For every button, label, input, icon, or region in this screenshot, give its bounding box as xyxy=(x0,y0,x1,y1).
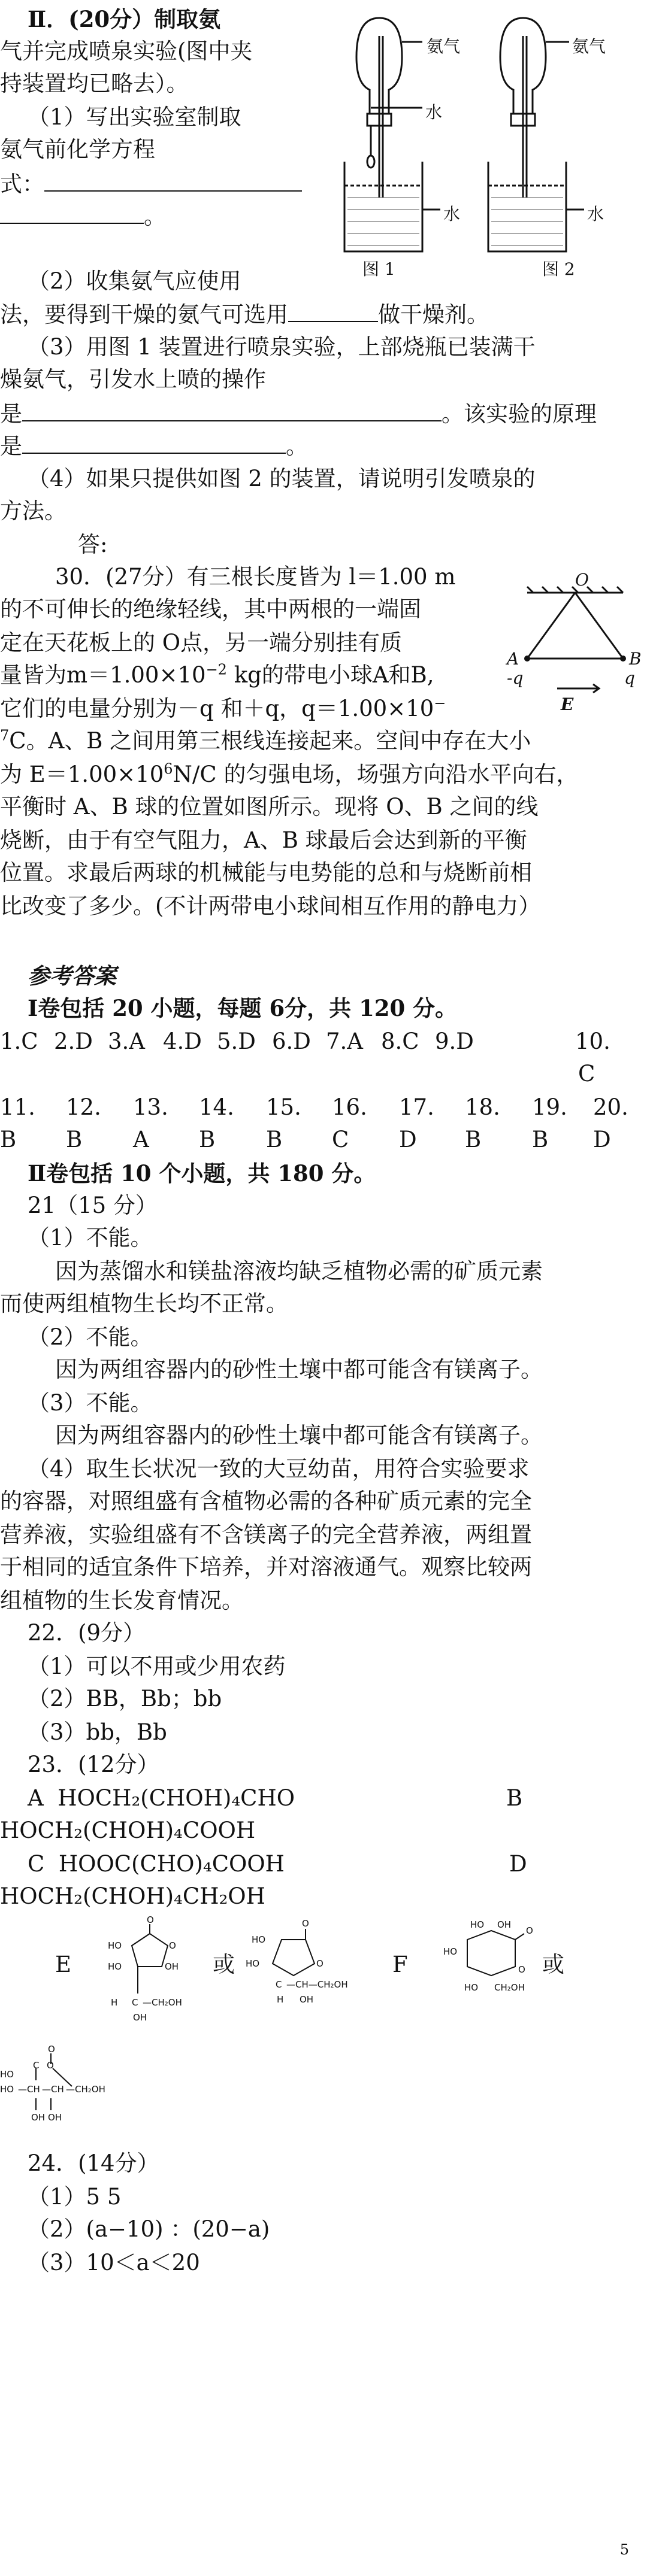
svg-text:OH: OH xyxy=(48,2112,62,2123)
part2-question-line3: 持装置均已略去）。 xyxy=(0,71,189,96)
svg-text:HO: HO xyxy=(464,1982,479,1993)
answer-item: 1.C xyxy=(0,1028,38,1054)
svg-text:C: C xyxy=(276,1979,282,1990)
answer-23-E-label: E xyxy=(55,1952,72,1977)
part2-question-line7: 。 xyxy=(0,202,166,230)
answer-23-F-structure-2 xyxy=(0,2041,132,2137)
svg-text:H: H xyxy=(277,1994,284,2005)
q30-line6: $^7$C。A、B 之间用第三根线连接起来。空间中存在大小 xyxy=(0,727,531,754)
answer-item: 6.D xyxy=(272,1028,311,1054)
q30-line10: 位置。求最后两球的机械能与电势能的总和与烧断前相 xyxy=(0,860,532,885)
svg-text:O: O xyxy=(48,2044,55,2055)
svg-text:O: O xyxy=(518,1964,525,1975)
fig1-label-water-flask: 水 xyxy=(425,102,443,122)
answer-item: 4.D xyxy=(163,1028,202,1054)
part2-question-line11: 燥氨气，引发水上喷的操作 xyxy=(0,366,266,392)
answer-blank xyxy=(44,170,302,192)
answer-item: C xyxy=(332,1127,349,1152)
part2-question-line14: （4）如果只提供如图 2 的装置，请说明引发喷泉的 xyxy=(28,466,536,491)
q30-line8: 平衡时 A、B 球的位置如图所示。现将 O、B 之间的线 xyxy=(0,794,539,820)
svg-text:OH: OH xyxy=(165,1961,179,1972)
answer-item: 3.A xyxy=(108,1028,146,1054)
answer-number: 18. xyxy=(465,1094,500,1120)
answers-part2-title: Ⅱ卷包括 10 个小题，共 180 分。 xyxy=(28,1160,376,1187)
fig1-label-ammonia: 氨气 xyxy=(427,37,461,56)
svg-text:HO: HO xyxy=(470,1919,485,1930)
answer-22-1: （1）可以不用或少用农药 xyxy=(28,1653,286,1679)
answer-21-2: （2）不能。 xyxy=(28,1324,153,1350)
part2-question-line13: 是 。 xyxy=(0,433,308,459)
fig2-label-ammonia: 氨气 xyxy=(572,37,606,56)
answer-item: D xyxy=(593,1127,611,1152)
svg-text:O: O xyxy=(47,2060,54,2071)
q30-line2: 的不可伸长的绝缘轻线，其中两根的一端固 xyxy=(0,596,421,622)
answer-item: B xyxy=(66,1127,83,1152)
svg-text:O: O xyxy=(316,1958,324,1969)
part2-question-line6: 式： xyxy=(0,170,302,198)
answer-item: B xyxy=(465,1127,482,1152)
fig2-caption: 图 2 xyxy=(542,259,575,279)
fig1-label-water-beaker: 水 xyxy=(443,204,461,224)
svg-text:HO: HO xyxy=(108,1961,122,1972)
answer-23-title: 23．(12分） xyxy=(28,1752,159,1777)
q30-triangle-figure xyxy=(503,575,647,724)
part2-question-line10: （3）用图 1 装置进行喷泉实验，上部烧瓶已装满干 xyxy=(28,334,536,360)
answer-blank xyxy=(0,202,144,224)
answer-24-1: （1）5 5 xyxy=(28,2184,122,2210)
answers-heading: 参考答案 xyxy=(28,963,116,989)
part2-answer-prompt: 答: xyxy=(78,532,108,557)
svg-text:—CH—CH₂OH: —CH—CH₂OH xyxy=(286,1979,348,1990)
answer-10-value: C xyxy=(578,1061,595,1087)
answer-23-C: C HOOC(CHO)₄COOH xyxy=(28,1851,285,1877)
svg-text:HO: HO xyxy=(108,1940,122,1951)
answer-24-title: 24．(14分） xyxy=(28,2150,159,2176)
answer-23-F-label: F xyxy=(392,1952,408,1977)
answer-22-2: （2）BB，Bb；bb xyxy=(28,1686,222,1712)
answer-item: 8.C xyxy=(381,1028,419,1054)
svg-text:OH: OH xyxy=(133,2012,147,2023)
part2-question-line5: 氨气前化学方程 xyxy=(0,136,155,162)
answer-24-3: （3）10＜a＜20 xyxy=(28,2250,200,2275)
q30-label-neg-q: -q xyxy=(507,668,524,688)
answer-number: 16. xyxy=(332,1094,367,1120)
answer-22-title: 22．(9分） xyxy=(28,1620,146,1646)
answer-23-or-1: 或 xyxy=(213,1952,235,1977)
svg-text:O: O xyxy=(302,1918,309,1929)
answer-number: 15. xyxy=(266,1094,301,1120)
answer-21-2-reason: 因为两组容器内的砂性土壤中都可能含有镁离子。 xyxy=(55,1357,543,1382)
answer-21-4-line1: （4）取生长状况一致的大豆幼苗，用符合实验要求 xyxy=(28,1456,530,1482)
svg-text:O: O xyxy=(169,1940,176,1951)
answer-23-B: HOCH₂(CHOH)₄COOH xyxy=(0,1818,256,1843)
answer-23-E-structure-1 xyxy=(96,1916,216,2029)
svg-text:HO: HO xyxy=(0,2084,14,2095)
svg-text:CH₂OH: CH₂OH xyxy=(494,1982,525,1993)
answer-24-2: （2）(a−10) ：(20−a) xyxy=(28,2216,270,2242)
answer-21-1-reason-b: 而使两组植物生长均不正常。 xyxy=(0,1291,288,1316)
q30-line3: 定在天花板上的 O点，另一端分别挂有质 xyxy=(0,630,403,656)
answers-part1-title: Ⅰ卷包括 20 小题，每题 6分，共 120 分。 xyxy=(28,995,458,1021)
svg-text:—CH: —CH xyxy=(42,2084,64,2095)
answer-21-4-line5: 组植物的生长发育情况。 xyxy=(0,1588,244,1613)
answer-item: D xyxy=(399,1127,417,1152)
svg-text:O: O xyxy=(526,1925,533,1936)
answer-item: B xyxy=(266,1127,283,1152)
q30-line7: 为 $E=1.00\times 10^6N/C$ 的匀强电场，场强方向沿水平向右， xyxy=(0,760,579,787)
answer-number: 13. xyxy=(133,1094,168,1120)
part2-question-line12: 是 。该实验的原理 xyxy=(0,401,597,427)
svg-text:HO: HO xyxy=(443,1946,458,1957)
answer-23-D: HOCH₂(CHOH)₄CH₂OH xyxy=(0,1883,265,1909)
answer-item: 2.D xyxy=(54,1028,93,1054)
q30-label-E: E xyxy=(561,694,574,714)
answer-23-D-label: D xyxy=(509,1851,527,1877)
answer-number: 17. xyxy=(399,1094,434,1120)
q30-line5: 它们的电量分别为－q 和＋q，q＝1.00×10− xyxy=(0,694,446,721)
answer-23-F-structure-1 xyxy=(431,1916,545,2011)
answer-number: 14. xyxy=(199,1094,234,1120)
answer-21-4-line2: 的容器，对照组盛有含植物必需的各种矿质元素的完全 xyxy=(0,1488,532,1514)
part2-question-line15: 方法。 xyxy=(0,498,66,524)
part2-question-line9: 法，要得到干燥的氨气可选用 做干燥剂。 xyxy=(0,302,489,327)
answer-23-B-label: B xyxy=(506,1785,523,1811)
part2-question-line4: （1）写出实验室制取 xyxy=(28,104,241,130)
answer-21-1-reason-a: 因为蒸馏水和镁盐溶液均缺乏植物必需的矿质元素 xyxy=(55,1258,543,1284)
fig1-caption: 图 1 xyxy=(362,259,395,279)
answer-blank xyxy=(22,432,286,454)
svg-text:—CH: —CH xyxy=(18,2084,40,2095)
q30-line4: 量皆为$m=1.00\times 10^{-2}$ kg的带电小球A和B, xyxy=(0,661,434,688)
answer-21-4-line4: 于相同的适宜条件下培养，并对溶液通气。观察比较两 xyxy=(0,1554,532,1580)
answer-23-E-structure-2 xyxy=(240,1916,371,2029)
answer-21-4-line3: 营养液，实验组盛有不含镁离子的完全营养液，两组置 xyxy=(0,1522,532,1548)
q30-line1: 30．(27分）有三根长度皆为 l＝1.00 m xyxy=(55,564,456,590)
answer-22-3: （3）bb，Bb xyxy=(28,1719,167,1745)
svg-text:HO: HO xyxy=(246,1958,260,1969)
answer-item: 9.D xyxy=(435,1028,474,1054)
q30-line11: 比改变了多少。(不计两带电小球间相互作用的静电力） xyxy=(0,893,541,919)
q30-label-A: A xyxy=(507,649,519,669)
q30-line9: 烧断，由于有空气阻力，A、B 球最后会达到新的平衡 xyxy=(0,827,527,853)
answer-23-or-2: 或 xyxy=(542,1952,564,1977)
answer-blank xyxy=(288,301,378,322)
svg-text:C: C xyxy=(33,2060,40,2071)
answer-number: 19. xyxy=(532,1094,567,1120)
answer-21-3: （3）不能。 xyxy=(28,1390,153,1416)
q30-label-B: B xyxy=(629,649,642,669)
part2-question-line2: 气并完成喷泉实验(图中夹 xyxy=(0,38,253,64)
answer-item: A xyxy=(133,1127,149,1152)
answer-number: 12. xyxy=(66,1094,101,1120)
answer-item: B xyxy=(532,1127,549,1152)
part2-question-line8: （2）收集氨气应使用 xyxy=(28,268,241,294)
svg-text:O: O xyxy=(147,1916,154,1925)
svg-text:OH: OH xyxy=(497,1919,512,1930)
q30-label-q: q xyxy=(624,668,635,688)
answer-item: 5.D xyxy=(217,1028,256,1054)
answer-number: 20. xyxy=(593,1094,628,1120)
answer-21-3-reason: 因为两组容器内的砂性土壤中都可能含有镁离子。 xyxy=(55,1422,543,1448)
fig2-label-water-beaker: 水 xyxy=(587,204,604,224)
answer-number: 11. xyxy=(0,1094,35,1120)
answer-item: B xyxy=(0,1127,17,1152)
part2-question-line1: Ⅱ．(20分）制取氨 xyxy=(28,6,221,32)
q30-label-O: O xyxy=(575,570,589,590)
svg-text:HO: HO xyxy=(0,2069,14,2080)
answer-blank xyxy=(22,400,442,421)
answer-23-A: A HOCH₂(CHOH)₄CHO xyxy=(28,1785,295,1811)
svg-text:—CH₂OH: —CH₂OH xyxy=(143,1997,182,2008)
answer-item: B xyxy=(199,1127,216,1152)
svg-text:OH: OH xyxy=(300,1994,314,2005)
svg-text:HO: HO xyxy=(252,1934,266,1945)
answer-item: 7.A xyxy=(326,1028,364,1054)
answer-item: 10. xyxy=(575,1028,610,1054)
svg-text:—CH₂OH: —CH₂OH xyxy=(66,2084,105,2095)
page-number: 5 xyxy=(619,2541,629,2558)
svg-text:OH: OH xyxy=(31,2112,46,2123)
svg-text:C: C xyxy=(132,1997,138,2008)
svg-text:H: H xyxy=(111,1997,118,2008)
answer-21-1: （1）不能。 xyxy=(28,1225,153,1251)
answer-21-title: 21（15 分） xyxy=(28,1193,158,1218)
